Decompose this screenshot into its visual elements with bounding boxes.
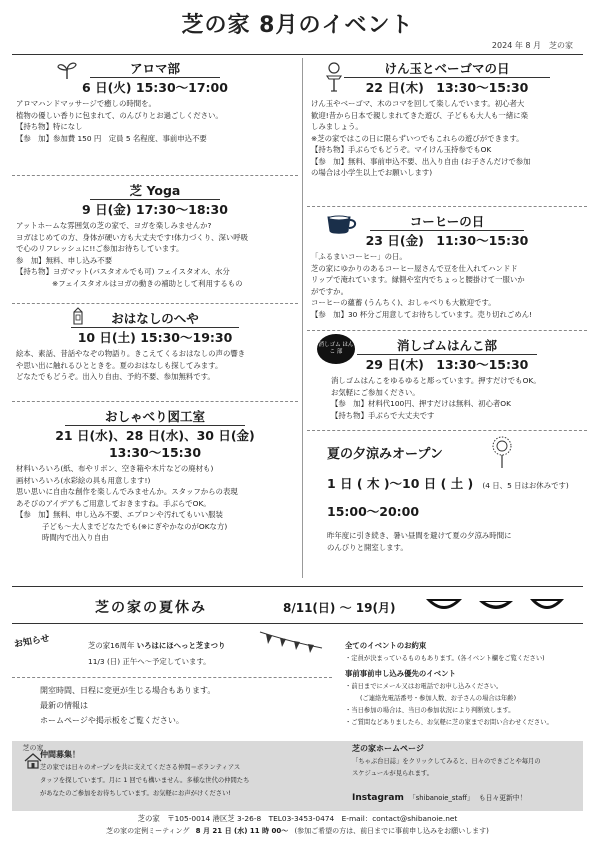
event-line: 【参 加】30 杯分ご用意してお待ちしています。売り切れごめん! (311, 309, 533, 319)
event-title: 消しゴムはんこ部 (357, 338, 537, 355)
house-badge-label: 芝の家 (22, 744, 44, 752)
event-line: 芝の家にゆかりのあるコーヒー屋さんで豆を仕入れてハンドド (311, 263, 518, 273)
event-yoga (12, 176, 298, 304)
event-line: 時間内で出入り自由 (42, 533, 109, 542)
watermelon-icon (479, 601, 513, 609)
event-title: おしゃべり図工室 (65, 409, 245, 426)
event-title: コーヒーの日 (370, 214, 525, 231)
footer-info-band (12, 741, 583, 811)
event-line: コーヒーの蘊蓄 (うんちく)、おしゃべりも大歓迎です。 (311, 298, 496, 307)
event-line: 【参 加】無料、申し込み不要、エプロンや汚れてもいい服装 (16, 510, 223, 519)
footer-address: 芝の家 〒105-0014 港区芝 3-26-8 TEL03-3453-0474 E-mail：contact@shibanoie.net (137, 814, 458, 823)
event-line: 思い思いに自由な創作を楽しんでみませんか。スタッフからの表現 (16, 487, 238, 496)
event-body (311, 98, 583, 179)
event-line: お気軽にご参加ください。 (331, 387, 420, 397)
event-summer-evening (307, 431, 587, 581)
event-line: 【参 加】無料、事前申込不要、出入り自由 (お子さんだけで参加 (311, 156, 531, 166)
homepage-title: 芝の家ホームページ (352, 744, 424, 753)
recruit-line: タッフを探しています。月に 1 回でも構いません。多様な世代の仲間たち (40, 777, 250, 784)
event-line: 「ふるまいコーヒー」の日。 (311, 252, 407, 261)
event-body (16, 348, 294, 383)
bunting-icon (258, 628, 324, 656)
event-line: 【参 加】材料代100円、押すだけは無料、初心者OK (331, 399, 511, 408)
notice-label: お知らせ (13, 633, 51, 651)
event-line: や思い出に触れるひとときを。夏のおはなしも探してみます。 (16, 360, 223, 370)
event-body (311, 375, 583, 421)
event-time: 13:30～15:30 (108, 445, 202, 460)
homepage-line: スケジュールが見られます。 (352, 770, 433, 777)
event-line: の場合は小学生以上でお願いします) (311, 168, 433, 177)
event-eraser-stamp (307, 331, 587, 431)
event-line: 消しゴムはんこをゆるゆると彫っています。押すだけでもOK。 (331, 376, 541, 385)
firework-icon (487, 435, 517, 469)
promises-title: 全てのイベントのお約束 (345, 641, 427, 650)
promises-line: (ご連絡先電話番号・参加人数、お子さんの場合は年齢) (360, 695, 517, 702)
homepage-line: 「ちゃぶ台日誌」をクリックしてみると、日々のできごとや毎月の (352, 758, 541, 765)
event-date: 23 日(金) 11:30～15:30 (365, 233, 529, 248)
summer-break-band (0, 591, 595, 621)
event-line: しみましょう。 (311, 122, 363, 131)
notice-line-2: 11/3 (日) 正午へ～予定しています。 (88, 657, 211, 666)
summer-break-title: 芝の家の夏休み (95, 600, 207, 616)
left-column (12, 54, 298, 572)
event-title: アロマ部 (90, 61, 220, 78)
event-date: 10 日(土) 15:30～19:30 (77, 330, 233, 345)
notice-schedule-line: 最新の情報は (40, 701, 88, 710)
event-line: 【持ち物】手ぶらで大丈夫です (331, 410, 435, 420)
event-line: で心のリフレッシュに!!ご参加お待ちしています。 (16, 244, 184, 253)
event-line: 昨年度に引き続き、暑い昼間を避けて夏の夕涼み時間に (327, 531, 512, 540)
notice-schedule-line: 開室時間、日程に変更が生じる場合もあります。 (40, 686, 216, 695)
event-aroma (12, 54, 298, 176)
right-column (307, 54, 587, 581)
notice-divider (12, 677, 332, 678)
event-line: がですか。 (311, 286, 348, 296)
event-body (16, 98, 294, 144)
event-line: ※芝の家ではこの日に限らずいつでもこれらの遊びができます。 (311, 133, 524, 143)
summer-evening-body (311, 530, 583, 553)
event-body (16, 220, 294, 289)
event-line: 【参 加】参加費 150 円 定員 5 名程度、事前申込不要 (16, 133, 207, 143)
event-line: 絵本、素話、昔話やなぞの物語り。きこえてくるおはなしの声の響き (16, 349, 246, 358)
promises-subtitle: 事前事前申し込み優先のイベント (345, 669, 456, 678)
recruit-title: 仲間募集！ (40, 750, 80, 759)
event-line: 画材いろいろ(水彩絵の具も用意します!) (16, 475, 151, 485)
event-body (16, 463, 294, 544)
event-date: 9 日(金) 17:30～18:30 (82, 202, 228, 217)
instagram-suffix: も日々更新中！ (478, 794, 527, 802)
instagram-handle[interactable]: 「shibanoie_staff」 (408, 794, 474, 802)
band-top-rule (12, 586, 583, 587)
event-line: アロマハンドマッサージで癒しの時間を。 (16, 99, 156, 108)
instagram-line (352, 785, 526, 804)
page-subtitle: 2024 年 8 月 芝の家 (491, 41, 573, 50)
summer-evening-note: (4 日、5 日はお休みです) (482, 481, 569, 490)
event-line: のんびりと開室します。 (327, 542, 408, 552)
event-line: ヨガはじめての方、身体が硬い方も大丈夫です!体力づくり、深い呼吸 (16, 232, 249, 242)
event-line: アットホームな雰囲気の芝の家で、ヨガを楽しみませんか? (16, 221, 212, 230)
event-date: 21 日(水)、28 日(水)、30 日(金) (55, 428, 255, 443)
summer-evening-title: 夏の夕涼みオープン (327, 447, 443, 462)
event-line: ※フェイスタオルはヨガの動きの補助として利用するもの (52, 278, 243, 288)
promises-line: ・当日参加の場合は、当日の参加状況により判断致します。 (345, 707, 515, 714)
recruit-line: 芝の家では日々のオープンを共に支えてくださる仲間＝ボランティアス (40, 764, 241, 771)
event-line: 【持ち物】特になし (16, 122, 83, 131)
event-line: 【持ち物】ヨガマット(バスタオルでも可) フェイスタオル、水分 (16, 267, 230, 276)
event-line: 参 加】無料、申し込み不要 (16, 255, 113, 265)
event-line: どなたでもどうぞ。出入り自由、予約不要、参加無料です。 (16, 372, 215, 381)
event-line: 子ども～大人までどなたでも(※にぎやかなのがOKな方) (42, 521, 228, 531)
event-kendama (307, 54, 587, 207)
event-line: 材料いろいろ(紙、布やリボン、空き箱や木片などの廃材も) (16, 464, 214, 473)
event-title: けん玉とベーゴマの日 (344, 61, 549, 78)
event-line: あそびのアイデアもご用意しておきますね。手ぶらでOK。 (16, 498, 211, 508)
event-story-room (12, 304, 298, 402)
event-line: 植物の優しい香りに包まれて、のんびりとお過ごしください。 (16, 110, 223, 120)
event-date: 29 日(木) 13:30～15:30 (365, 357, 529, 372)
band-bottom-rule (12, 623, 583, 624)
eraser-stamp-badge: 消しゴム はんこ 部 (317, 334, 355, 364)
event-line: リップで淹れています。縁側や室内でちょっと腰掛けて一服いか (311, 275, 525, 284)
event-line: 歓迎!昔から日本で親しまれてきた遊び、子どもも大人も一緒に楽 (311, 110, 528, 120)
event-craft-room (12, 402, 298, 572)
promises-line: ・ご質問などありましたら、お気軽に芝の家までお問い合わせください。 (345, 719, 553, 726)
page-title: 芝の家 8月のイベント (181, 13, 414, 38)
footer-meeting: 芝の家の定例ミーティング 8 月 21 日 (水) 11 時 00～ (参加ご希望の方は、前日までに事前申し込みをお願いします) (106, 827, 489, 835)
promises-line: ・前日までにメール又はお電話でお申し込みください。 (345, 683, 503, 690)
event-date: 6 日(火) 15:30～17:00 (82, 80, 228, 95)
event-coffee (307, 207, 587, 331)
event-title: 芝 Yoga (90, 183, 221, 200)
watermelon-icon (530, 599, 564, 609)
instagram-label: Instagram (352, 793, 404, 803)
event-line: 【持ち物】手ぶらでもどうぞ。マイけん玉持参でもOK (311, 145, 492, 154)
event-title: おはなしのへや (71, 311, 239, 328)
recruit-line: があなたのご参加をお待ちしています。お気軽にお声がけください! (40, 790, 231, 797)
notice-line-1: 芝の家16周年 いろはにほへっと芝まつり (88, 641, 226, 650)
promises-line: ・定員が決まっているものもあります。(各イベント欄をご覧ください) (345, 655, 545, 662)
notice-schedule-line: ホームページや掲示板をご覧ください。 (40, 716, 184, 725)
event-date: 22 日(木) 13:30～15:30 (365, 80, 529, 95)
event-line: けん玉やベーゴマ、木のコマを回して楽しんでいます。初心者大 (311, 99, 525, 108)
watermelon-icons (424, 595, 574, 617)
summer-evening-date: 1 日 ( 木 )～10 日 ( 土 ) (327, 476, 474, 491)
watermelon-icon (426, 599, 462, 609)
column-divider (302, 58, 303, 578)
summer-evening-time: 15:00～20:00 (327, 504, 420, 519)
summer-break-dates: 8/11(日) ～ 19(月) (283, 601, 396, 615)
event-body (311, 251, 583, 320)
